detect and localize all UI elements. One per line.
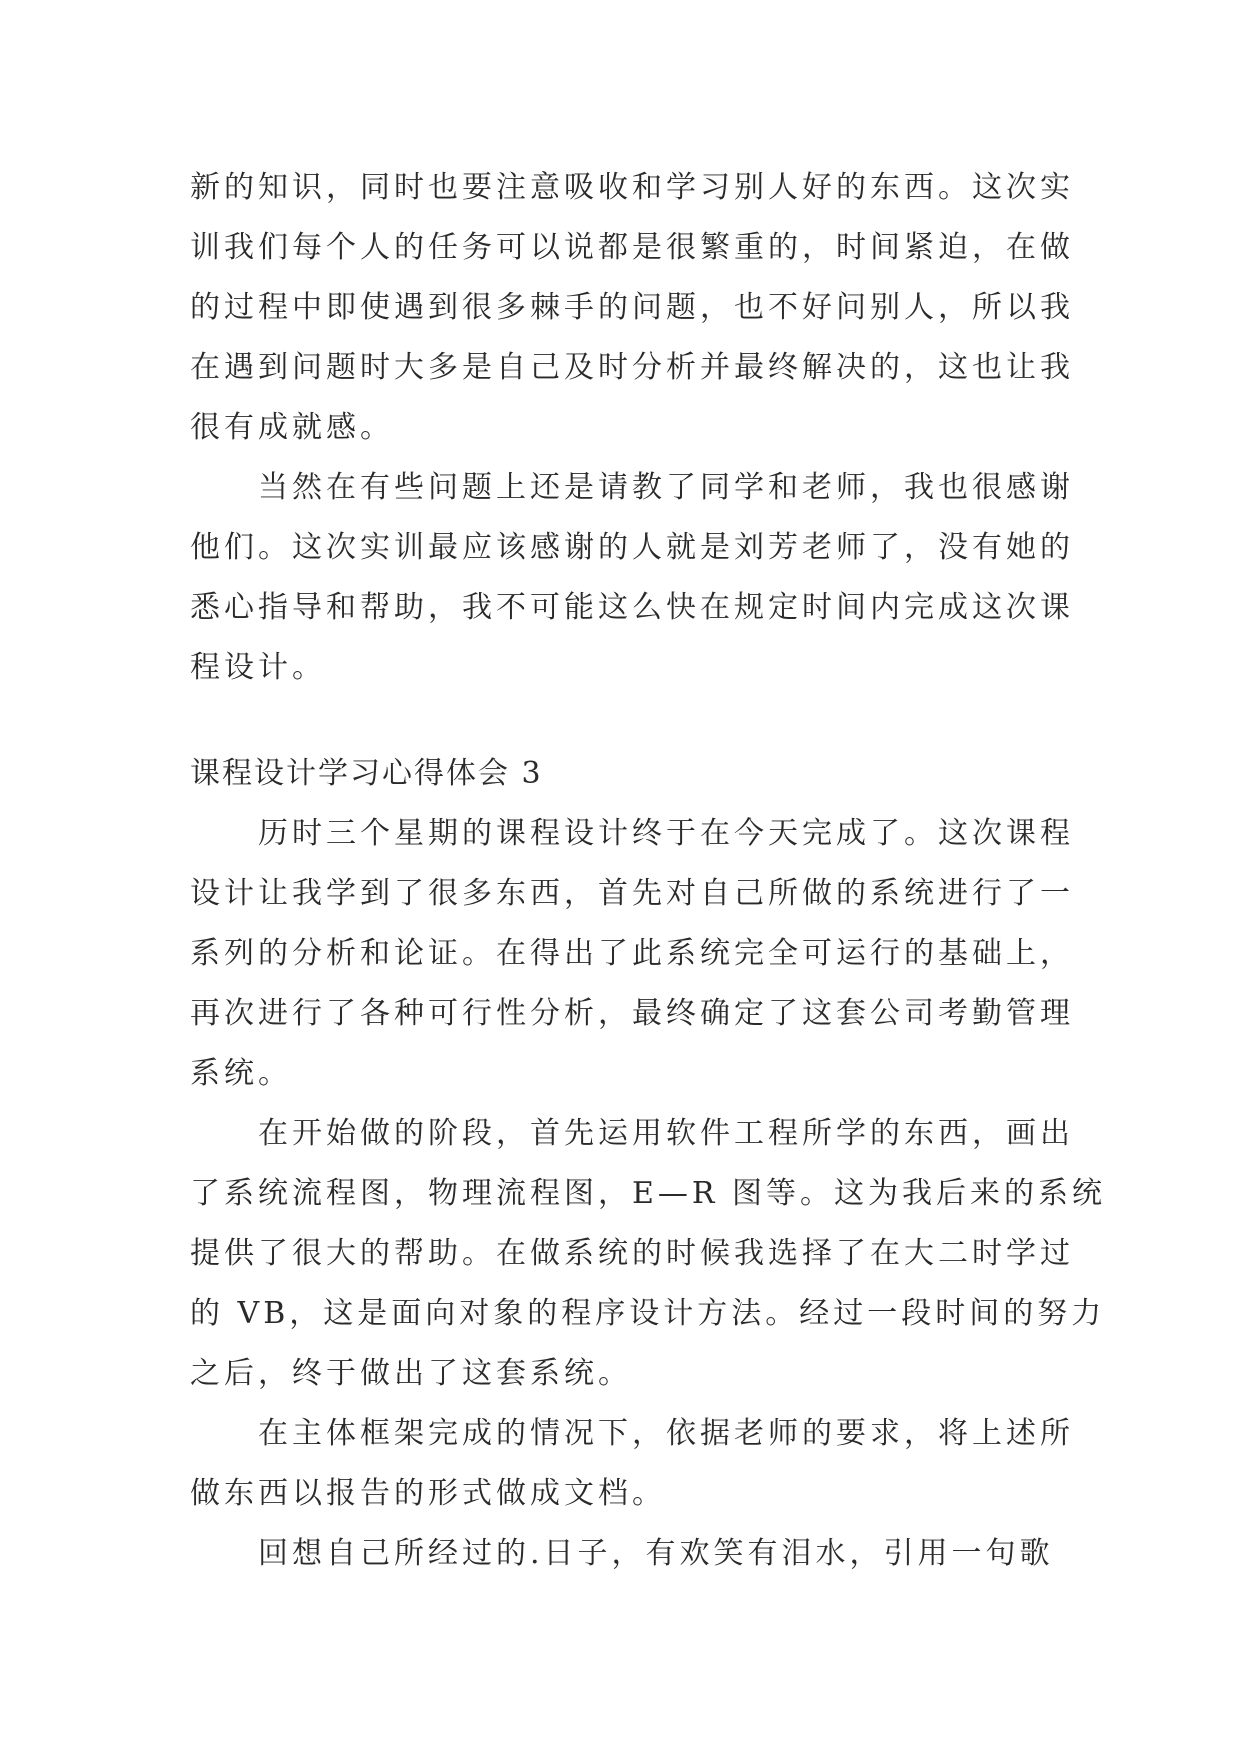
text-line: 设计让我学到了很多东西，首先对自己所做的系统进行了一 xyxy=(190,876,1074,911)
section-heading: 课程设计学习心得体会 3 xyxy=(190,756,543,791)
text-line: 很有成就感。 xyxy=(190,410,394,445)
text-line: 了系统流程图，物理流程图，E—R 图等。这为我后来的系统 xyxy=(190,1176,1107,1211)
text-line: 历时三个星期的课程设计终于在今天完成了。这次课程 xyxy=(258,816,1074,851)
text-line: 系统。 xyxy=(190,1056,292,1091)
text-line: 回想自己所经过的.日子，有欢笑有泪水，引用一句歌 xyxy=(258,1536,1054,1571)
text-line: 的过程中即使遇到很多棘手的问题，也不好问别人，所以我 xyxy=(190,290,1074,325)
text-line: 新的知识，同时也要注意吸收和学习别人好的东西。这次实 xyxy=(190,170,1074,205)
text-line: 在遇到问题时大多是自己及时分析并最终解决的，这也让我 xyxy=(190,350,1074,385)
section-gap xyxy=(190,698,1060,744)
paragraph-thanks xyxy=(190,458,1074,698)
paragraph-report xyxy=(190,1404,1074,1524)
text-line: 系列的分析和论证。在得出了此系统完全可运行的基础上， xyxy=(190,936,1074,971)
text-line: 提供了很大的帮助。在做系统的时候我选择了在大二时学过 xyxy=(190,1236,1074,1271)
paragraph-process xyxy=(190,1104,1107,1404)
text-line: 在主体框架完成的情况下，依据老师的要求，将上述所 xyxy=(258,1416,1074,1451)
text-line: 做东西以报告的形式做成文档。 xyxy=(190,1476,666,1511)
document-body xyxy=(190,158,1107,1584)
text-line: 当然在有些问题上还是请教了同学和老师，我也很感谢 xyxy=(258,470,1074,505)
text-line: 之后，终于做出了这套系统。 xyxy=(190,1356,632,1391)
paragraph-continued xyxy=(190,158,1074,458)
text-line: 再次进行了各种可行性分析，最终确定了这套公司考勤管理 xyxy=(190,996,1074,1031)
text-line: 训我们每个人的任务可以说都是很繁重的，时间紧迫，在做 xyxy=(190,230,1074,265)
text-line: 的 VB，这是面向对象的程序设计方法。经过一段时间的努力 xyxy=(190,1296,1106,1331)
text-line: 在开始做的阶段，首先运用软件工程所学的东西，画出 xyxy=(258,1116,1074,1151)
text-line: 悉心指导和帮助，我不可能这么快在规定时间内完成这次课 xyxy=(190,590,1074,625)
paragraph-intro xyxy=(190,804,1074,1104)
text-line: 他们。这次实训最应该感谢的人就是刘芳老师了，没有她的 xyxy=(190,530,1074,565)
paragraph-reflection xyxy=(190,1524,1060,1584)
text-line: 程设计。 xyxy=(190,650,326,685)
